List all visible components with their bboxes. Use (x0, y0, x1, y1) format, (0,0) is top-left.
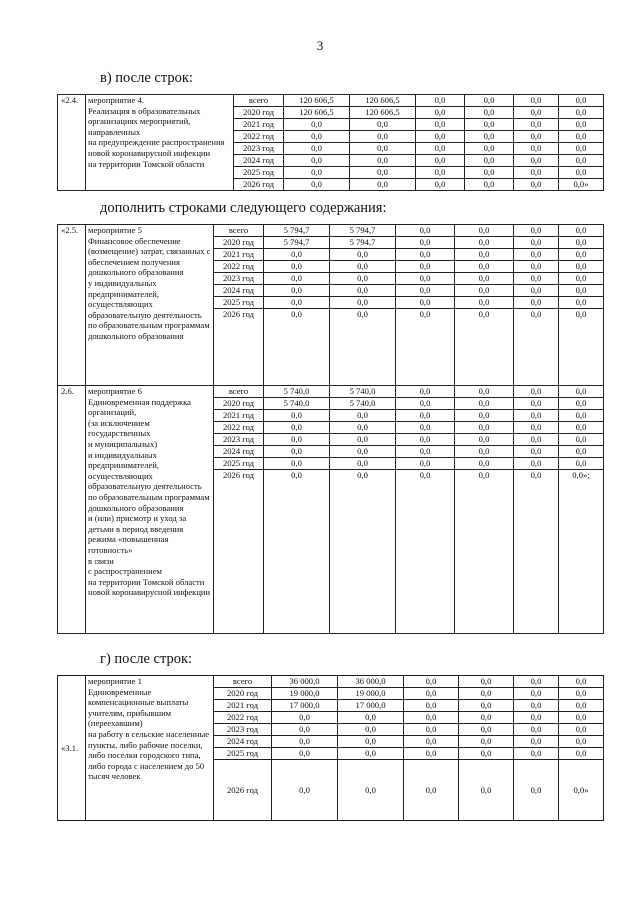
value-cell: 0,0 (330, 446, 396, 458)
value-cell: 0,0 (284, 119, 350, 131)
value-cell: 120 606,5 (284, 107, 350, 119)
page-number: 3 (316, 38, 324, 53)
value-cell: 0,0 (338, 712, 404, 724)
value-cell: 0,0 (396, 398, 455, 410)
value-cell: 0,0 (330, 458, 396, 470)
value-cell: 0,0 (465, 167, 514, 179)
year-cell: 2022 год (214, 712, 272, 724)
value-cell: 0,0 (559, 155, 604, 167)
value-cell: 0,0 (559, 249, 604, 261)
value-cell: 0,0 (396, 309, 455, 386)
value-cell: 0,0 (559, 285, 604, 297)
value-cell: 0,0 (465, 107, 514, 119)
value-cell: 0,0 (416, 143, 465, 155)
value-cell: 0,0 (330, 434, 396, 446)
value-cell: 0,0 (559, 131, 604, 143)
value-cell: 0,0 (455, 470, 514, 634)
value-cell: 0,0 (455, 285, 514, 297)
value-cell: 0,0 (396, 410, 455, 422)
value-cell: 0,0 (350, 167, 416, 179)
value-cell: 0,0 (459, 688, 514, 700)
year-cell: 2023 год (214, 273, 264, 285)
year-cell: 2021 год (214, 410, 264, 422)
value-cell: 0,0 (404, 676, 459, 688)
value-cell: 0,0 (559, 724, 604, 736)
year-cell: 2025 год (234, 167, 284, 179)
value-cell: 0,0 (338, 760, 404, 821)
value-cell: 0,0 (404, 760, 459, 821)
value-cell: 0,0 (455, 237, 514, 249)
value-cell: 0,0 (338, 748, 404, 760)
value-cell: 0,0 (350, 143, 416, 155)
value-cell: 0,0 (514, 422, 559, 434)
value-cell: 0,0 (330, 249, 396, 261)
value-cell: 120 606,5 (350, 107, 416, 119)
value-cell: 0,0 (514, 470, 559, 634)
value-cell: 0,0 (455, 386, 514, 398)
value-cell: 0,0 (514, 309, 559, 386)
value-cell: 0,0 (455, 309, 514, 386)
value-cell: 0,0 (396, 249, 455, 261)
value-cell: 0,0 (514, 736, 559, 748)
table-row (58, 95, 604, 107)
value-cell: 0,0 (416, 107, 465, 119)
row-index: «3.1. (58, 676, 86, 821)
value-cell: 120 606,5 (350, 95, 416, 107)
value-cell: 0,0 (514, 225, 559, 237)
value-cell: 0,0 (330, 261, 396, 273)
value-cell: 0,0 (559, 446, 604, 458)
value-cell: 0,0 (559, 422, 604, 434)
value-cell: 0,0 (396, 446, 455, 458)
value-cell: 17 000,0 (272, 700, 338, 712)
value-cell: 0,0 (272, 736, 338, 748)
value-cell: 0,0 (404, 688, 459, 700)
value-cell: 0,0 (514, 676, 559, 688)
value-cell: 0,0 (465, 95, 514, 107)
value-cell: 0,0 (455, 261, 514, 273)
value-cell: 5 740,0 (264, 386, 330, 398)
value-cell: 0,0 (350, 155, 416, 167)
table-section-add (57, 224, 604, 634)
value-cell: 19 000,0 (272, 688, 338, 700)
year-cell: всего (214, 386, 264, 398)
value-cell: 0,0 (459, 700, 514, 712)
value-cell: 0,0 (559, 410, 604, 422)
year-cell: 2025 год (214, 458, 264, 470)
value-cell: 0,0 (264, 446, 330, 458)
value-cell: 0,0 (459, 760, 514, 821)
value-cell: 0,0 (350, 119, 416, 131)
table-row (58, 225, 604, 237)
value-cell: 0,0 (330, 273, 396, 285)
value-cell: 0,0 (559, 398, 604, 410)
value-cell: 0,0 (514, 760, 559, 821)
value-cell: 5 794,7 (330, 225, 396, 237)
value-cell: 0,0 (396, 285, 455, 297)
value-cell: 0,0 (559, 712, 604, 724)
value-cell: 0,0 (459, 736, 514, 748)
row-index: «2.4. (58, 95, 86, 191)
table-row (58, 386, 604, 398)
year-cell: 2024 год (214, 446, 264, 458)
value-cell: 19 000,0 (338, 688, 404, 700)
year-cell: 2026 год (214, 309, 264, 386)
value-cell: 0,0 (455, 273, 514, 285)
value-cell: 17 000,0 (338, 700, 404, 712)
value-cell: 0,0 (559, 386, 604, 398)
value-cell: 0,0 (338, 724, 404, 736)
year-cell: 2024 год (234, 155, 284, 167)
value-cell: 0,0 (559, 748, 604, 760)
value-cell: 0,0 (514, 249, 559, 261)
value-cell: 0,0 (514, 167, 559, 179)
value-cell: 0,0 (264, 285, 330, 297)
value-cell: 0,0 (514, 297, 559, 309)
year-cell: 2023 год (234, 143, 284, 155)
value-cell: 0,0 (514, 95, 559, 107)
year-cell: 2022 год (214, 261, 264, 273)
year-cell: 2021 год (234, 119, 284, 131)
value-cell: 0,0 (559, 434, 604, 446)
value-cell: 0,0 (559, 736, 604, 748)
value-cell: 0,0 (514, 688, 559, 700)
value-cell: 0,0 (416, 179, 465, 191)
year-cell: 2024 год (214, 285, 264, 297)
year-cell: 2021 год (214, 700, 272, 712)
year-cell: 2025 год (214, 748, 272, 760)
value-cell: 0,0 (284, 131, 350, 143)
value-cell: 0,0 (396, 225, 455, 237)
value-cell: 0,0 (272, 748, 338, 760)
year-cell: 2020 год (214, 237, 264, 249)
value-cell: 0,0 (396, 273, 455, 285)
value-cell: 0,0 (264, 434, 330, 446)
value-cell: 0,0 (284, 143, 350, 155)
value-cell: 0,0 (330, 297, 396, 309)
value-cell: 0,0 (416, 155, 465, 167)
value-cell: 0,0 (559, 119, 604, 131)
table-section-v (57, 94, 604, 191)
value-cell: 120 606,5 (284, 95, 350, 107)
event-name: мероприятие 4. Реализация в образовательных организациях мероприятий, направленных на предупреждение распространения новой коронавирусной инфекции на территории Томской области (86, 95, 234, 191)
value-cell: 0,0 (514, 155, 559, 167)
value-cell: 0,0 (465, 155, 514, 167)
value-cell: 0,0 (350, 131, 416, 143)
value-cell: 5 740,0 (330, 386, 396, 398)
year-cell: 2023 год (214, 724, 272, 736)
value-cell: 0,0 (404, 748, 459, 760)
value-cell: 0,0 (559, 458, 604, 470)
value-cell: 5 740,0 (330, 398, 396, 410)
value-cell: 0,0 (514, 273, 559, 285)
value-cell: 0,0» (559, 179, 604, 191)
year-cell: всего (214, 225, 264, 237)
value-cell: 0,0 (350, 179, 416, 191)
value-cell: 0,0 (264, 410, 330, 422)
value-cell: 0,0 (396, 261, 455, 273)
value-cell: 0,0 (559, 143, 604, 155)
value-cell: 0,0 (264, 309, 330, 386)
value-cell: 0,0 (514, 748, 559, 760)
value-cell: 0,0»; (559, 470, 604, 634)
year-cell: всего (214, 676, 272, 688)
value-cell: 0,0 (559, 676, 604, 688)
value-cell: 5 740,0 (264, 398, 330, 410)
table-body (58, 95, 604, 191)
value-cell: 0,0 (514, 285, 559, 297)
value-cell: 0,0 (416, 131, 465, 143)
value-cell: 0,0 (284, 155, 350, 167)
value-cell: 0,0 (559, 700, 604, 712)
year-cell: 2020 год (234, 107, 284, 119)
event-name: мероприятие 6 Единовременная поддержка организаций, (за исключением государственных и муниципальных) и индивидуальных предпринимателей, осуществляющих образовательную деятельность по образовательным программам дошкольного образования и (или) присмотр и уход за детьми в период введения режима «повышенная готовность» в связи с распространением на территории Томской области новой коронавирусной инфекции (86, 386, 214, 634)
value-cell: 0,0 (455, 446, 514, 458)
year-cell: всего (234, 95, 284, 107)
value-cell: 5 794,7 (330, 237, 396, 249)
value-cell: 0,0 (330, 410, 396, 422)
value-cell: 0,0 (459, 748, 514, 760)
year-cell: 2026 год (234, 179, 284, 191)
value-cell: 0,0 (272, 712, 338, 724)
year-cell: 2023 год (214, 434, 264, 446)
year-cell: 2021 год (214, 249, 264, 261)
value-cell: 0,0 (559, 237, 604, 249)
heading-after-rows-v: в) после строк: (100, 70, 193, 86)
value-cell: 0,0 (514, 119, 559, 131)
value-cell: 0,0 (396, 434, 455, 446)
value-cell: 0,0 (455, 422, 514, 434)
year-cell: 2026 год (214, 760, 272, 821)
value-cell: 0,0 (272, 760, 338, 821)
value-cell: 0,0 (284, 179, 350, 191)
value-cell: 0,0 (264, 470, 330, 634)
value-cell: 0,0 (455, 249, 514, 261)
value-cell: 0,0 (272, 724, 338, 736)
value-cell: 0,0 (559, 167, 604, 179)
value-cell: 0,0 (559, 297, 604, 309)
value-cell: 0,0 (514, 261, 559, 273)
value-cell: 0,0 (330, 470, 396, 634)
value-cell: 0,0 (396, 297, 455, 309)
value-cell: 0,0 (404, 712, 459, 724)
value-cell: 0,0 (396, 386, 455, 398)
table-body (58, 225, 604, 634)
value-cell: 0,0 (514, 724, 559, 736)
heading-after-rows-g: г) после строк: (100, 651, 193, 667)
value-cell: 0,0 (465, 131, 514, 143)
value-cell: 0,0 (559, 261, 604, 273)
value-cell: 0,0 (514, 386, 559, 398)
table-row (58, 676, 604, 688)
value-cell: 5 794,7 (264, 237, 330, 249)
value-cell: 0,0 (338, 736, 404, 748)
value-cell: 0,0 (514, 398, 559, 410)
value-cell: 0,0 (416, 119, 465, 131)
row-index: 2.6. (58, 386, 86, 634)
value-cell: 0,0 (396, 422, 455, 434)
value-cell: 0,0 (455, 297, 514, 309)
year-cell: 2022 год (234, 131, 284, 143)
value-cell: 0,0 (396, 470, 455, 634)
value-cell: 0,0 (455, 458, 514, 470)
value-cell: 0,0 (330, 309, 396, 386)
year-cell: 2026 год (214, 470, 264, 634)
value-cell: 0,0 (264, 297, 330, 309)
table-section-g (57, 675, 604, 821)
value-cell: 0,0 (404, 700, 459, 712)
value-cell: 0,0 (396, 458, 455, 470)
value-cell: 0,0 (404, 724, 459, 736)
event-name: мероприятие 5 Финансовое обеспечение (возмещение) затрат, связанных с обеспечением получения дошкольного образования у индивидуальных предпринимателей, осуществляющих образовательную деятельность по образовательным программам дошкольного образования (86, 225, 214, 386)
event-name: мероприятие 1 Единовременные компенсационные выплаты учителям, прибывшим (переехавшим) на работу в сельские населенные пункты, либо рабочие поселки, либо поселки городского типа, либо города с населением до 50 тысяч человек (86, 676, 214, 821)
heading-add-rows: дополнить строками следующего содержания: (100, 200, 387, 216)
value-cell: 0,0 (514, 143, 559, 155)
value-cell: 0,0 (264, 458, 330, 470)
value-cell: 0,0 (514, 179, 559, 191)
value-cell: 0,0 (465, 179, 514, 191)
row-index: «2.5. (58, 225, 86, 386)
value-cell: 0,0 (559, 95, 604, 107)
value-cell: 0,0 (455, 434, 514, 446)
value-cell: 0,0 (459, 676, 514, 688)
value-cell: 0,0 (559, 688, 604, 700)
year-cell: 2020 год (214, 688, 272, 700)
value-cell: 0,0 (514, 446, 559, 458)
year-cell: 2024 год (214, 736, 272, 748)
value-cell: 0,0 (514, 107, 559, 119)
value-cell: 0,0 (459, 724, 514, 736)
value-cell: 0,0 (264, 261, 330, 273)
year-cell: 2020 год (214, 398, 264, 410)
value-cell: 0,0 (514, 131, 559, 143)
value-cell: 0,0 (455, 398, 514, 410)
value-cell: 0,0 (416, 95, 465, 107)
value-cell: 0,0 (465, 143, 514, 155)
value-cell: 0,0 (264, 273, 330, 285)
value-cell: 0,0 (396, 237, 455, 249)
value-cell: 0,0 (559, 309, 604, 386)
value-cell: 0,0 (514, 434, 559, 446)
value-cell: 0,0 (465, 119, 514, 131)
value-cell: 36 000,0 (338, 676, 404, 688)
value-cell: 0,0 (459, 712, 514, 724)
value-cell: 0,0 (559, 273, 604, 285)
value-cell: 0,0 (404, 736, 459, 748)
value-cell: 0,0 (514, 712, 559, 724)
year-cell: 2022 год (214, 422, 264, 434)
value-cell: 36 000,0 (272, 676, 338, 688)
value-cell: 0,0» (559, 760, 604, 821)
value-cell: 0,0 (330, 285, 396, 297)
value-cell: 0,0 (264, 422, 330, 434)
value-cell: 0,0 (514, 410, 559, 422)
year-cell: 2025 год (214, 297, 264, 309)
value-cell: 0,0 (455, 410, 514, 422)
value-cell: 0,0 (559, 107, 604, 119)
value-cell: 0,0 (264, 249, 330, 261)
value-cell: 0,0 (514, 700, 559, 712)
value-cell: 5 794,7 (264, 225, 330, 237)
value-cell: 0,0 (284, 167, 350, 179)
value-cell: 0,0 (559, 225, 604, 237)
value-cell: 0,0 (514, 458, 559, 470)
table-body (58, 676, 604, 821)
value-cell: 0,0 (514, 237, 559, 249)
value-cell: 0,0 (455, 225, 514, 237)
value-cell: 0,0 (330, 422, 396, 434)
value-cell: 0,0 (416, 167, 465, 179)
